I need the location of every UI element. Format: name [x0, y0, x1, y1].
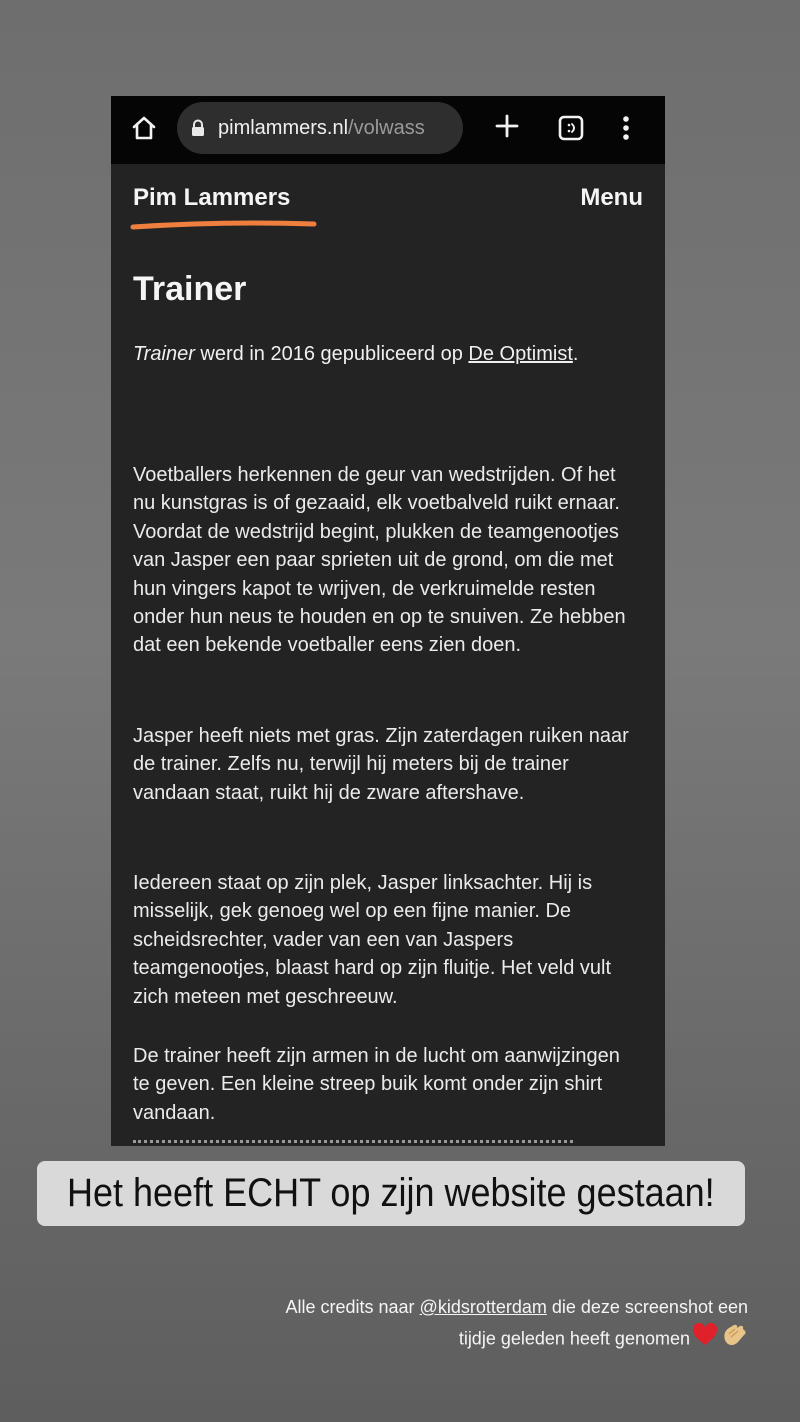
caption-text: Het heeft ECHT op zijn website gestaan!	[67, 1171, 715, 1215]
clap-icon	[720, 1322, 748, 1357]
browser-toolbar	[111, 96, 665, 164]
url-path: /volwass	[348, 116, 425, 139]
credits-line-2-text: tijdje geleden heeft genomen	[458, 1328, 690, 1349]
intro-end: .	[572, 343, 579, 365]
home-icon[interactable]	[128, 112, 160, 144]
kidsrotterdam-mention[interactable]: @kidsrotterdam	[419, 1297, 547, 1317]
tabs-icon[interactable]	[555, 112, 587, 144]
article-paragraph: De trainer heeft zijn armen in de lucht om aanwijzingen te geven. Een kleine streep buik komt onder zijn shirt vandaan.	[133, 1045, 620, 1124]
url-domain: pimlammers.nl	[218, 116, 349, 139]
menu-button[interactable]: Menu	[580, 184, 643, 211]
browser-screenshot	[111, 96, 665, 1146]
intro-text: werd in 2016 gepubliceerd op	[194, 343, 469, 365]
heart-icon	[692, 1323, 718, 1356]
url-text	[218, 117, 425, 140]
article-paragraph: Voetballers herkennen de geur van wedstrijden. Of het nu kunstgras is of gezaaid, elk voetbalveld ruikt ernaar. Voordat de wedstrijd begint, plukken de teamgenootjes van Jasper een paar sprieten uit de grond, om die met hun vingers kapot te wrijven, de verkruimelde resten onder hun neus te houden en op te snuiven. Ze hebben dat een bekende voetballer eens zien doen.	[133, 464, 626, 657]
page-title: Trainer	[133, 270, 247, 308]
article-paragraph: Iedereen staat op zijn plek, Jasper linksachter. Hij is misselijk, gek genoeg wel op een fijne manier. De scheidsrechter, vader van een van Jaspers teamgenootjes, blaast hard op zijn fluitje. Het veld vult zich meteen met geschreeuw.	[133, 872, 612, 1008]
credits-suffix: die deze screenshot een	[546, 1297, 748, 1317]
story-caption	[37, 1161, 745, 1226]
credits-text	[228, 1292, 748, 1357]
credits-prefix: Alle credits naar	[285, 1297, 420, 1317]
de-optimist-link[interactable]: De Optimist	[468, 343, 573, 365]
site-title[interactable]: Pim Lammers	[133, 184, 291, 211]
credits-line-1	[228, 1292, 748, 1322]
plus-icon[interactable]	[491, 110, 523, 142]
credits-line-2	[228, 1322, 748, 1357]
cut-off-text-line	[133, 1140, 573, 1146]
article-intro	[133, 340, 603, 368]
intro-italic-title: Trainer	[133, 343, 195, 365]
address-bar[interactable]	[177, 102, 463, 154]
article-paragraph: Jasper heeft niets met gras. Zijn zaterdagen ruiken naar de trainer. Zelfs nu, terwijl hij meters bij de trainer vandaan staat, ruikt hij de zware aftershave.	[133, 725, 629, 804]
more-vertical-icon[interactable]	[614, 110, 638, 146]
title-underline	[129, 218, 319, 232]
lock-icon[interactable]	[190, 118, 206, 138]
